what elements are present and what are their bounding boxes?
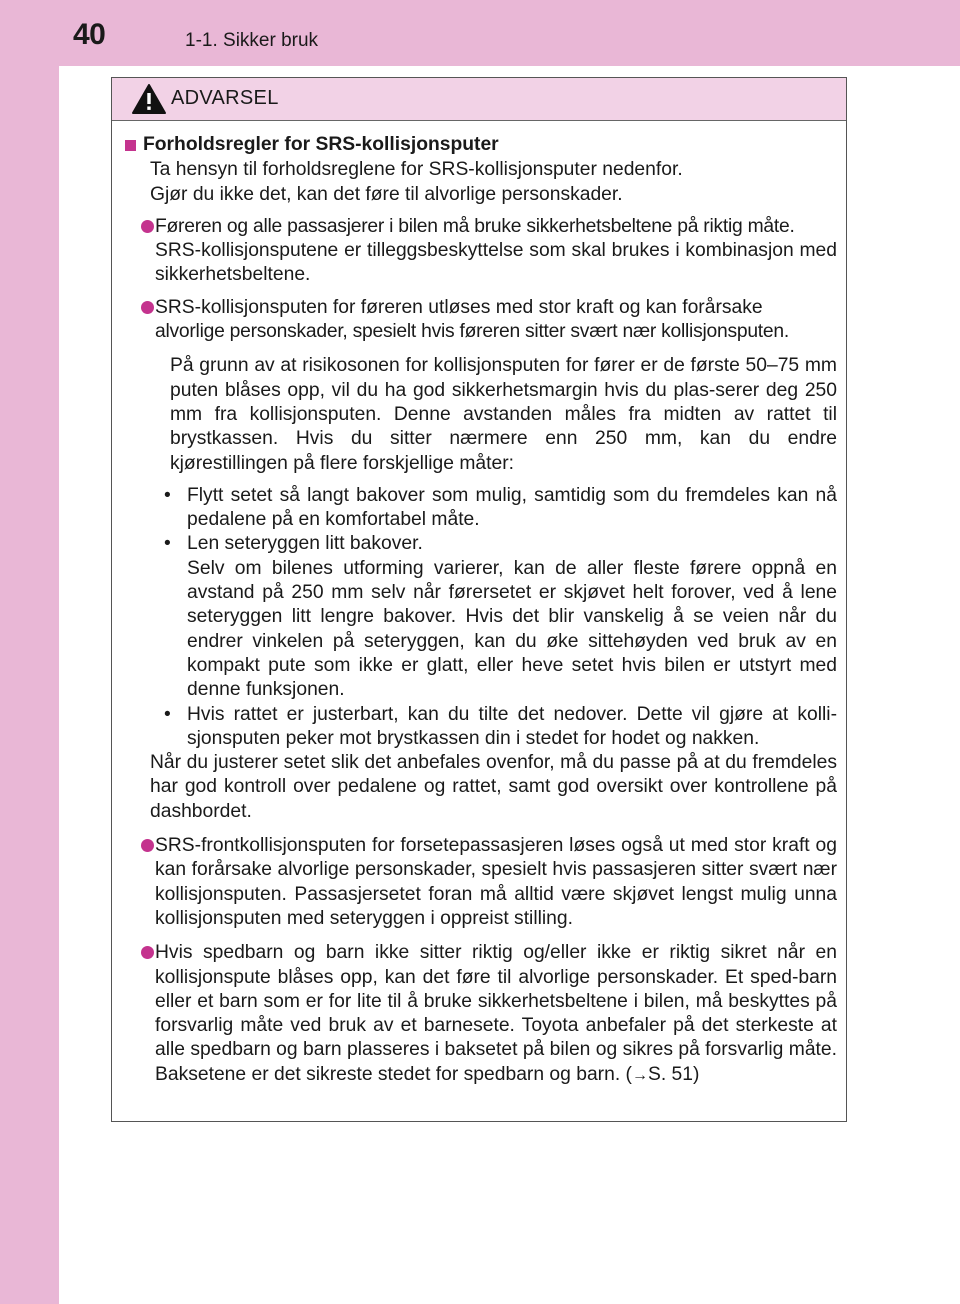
arrow-right-icon: → [631,1066,648,1084]
heading-text: Forholdsregler for SRS-kollisjonsputer [143,134,499,155]
warning-body [112,121,846,1088]
list-item: • Hvis rattet er justerbart, kan du tilte det nedover. Dette vil gjøre at kolli-sjonsputen peker mot brystkassen din i stedet for hodet og nakken. [164,703,837,749]
circle-bullet-icon [141,946,154,959]
warning-triangle-icon [131,83,167,115]
circle-bullet-icon [141,220,154,233]
warning-box [111,77,847,1122]
warning-heading [125,133,837,157]
side-color-band [0,0,59,1304]
bullet-item [125,941,837,1088]
bullet-text: SRS-kollisjonsputen for føreren utløses med stor kraft og kan forårsake [155,296,763,318]
bullet-text: SRS-kollisjonsputene er tilleggsbeskyttelse som skal brukes i kombinasjon med sikkerhetsbeltene. [155,240,837,286]
bullet-item [125,215,837,288]
section-title: 1-1. Sikker bruk [185,30,319,51]
after-paragraph: Når du justerer setet slik det anbefales ovenfor, må du passe på at du fremdeles har god kontroll over pedalene og rattet, samt god oversikt over kontrollene på dashbordet. [150,752,837,822]
bullet-text: Hvis spedbarn og barn ikke sitter riktig og/eller ikke er riktig sikret når en kollisjonspute blåses opp, kan det føre til alvorlige personskader. Et sped-barn eller et barn som er for lite til å bruke sikkerhetsbeltene i bilen, må beskyttes på forsvarlig måte ved bruk av et barnesete. Toyota anbefaler på det sterkeste at alle spedbarn og barn plasseres i baksetet på bilen og sikres på forsvarlig måte. Baksetene er det sikreste stedet for spedbarn og barn. (→S. 51) [155,942,837,1085]
risk-zone-paragraph: På grunn av at risikosonen for kollisjonsputen for fører er de første 50–75 mm puten blåses opp, vil du ha god sikkerhetsmargin hvis du plas-serer deg 250 mm fra kollisjonsputen. Denne avstanden måles fra midten av rattet til brystkassen. Hvis du sitter nærmere enn 250 mm, kan du endre kjørestillingen på flere forskjellige måter: [170,355,837,474]
bullet-item [125,296,837,345]
list-item: • Flytt setet så langt bakover som mulig, samtidig som du fremdeles kan nå pedalene på en komfortabel måte. [164,484,837,531]
bullet-text: alvorlige personskader, spesielt hvis føreren sitter svært nær kollisjonsputen. [155,321,789,343]
adjustment-list [125,484,837,751]
bullet-text: Føreren og alle passasjerer i bilen må bruke sikkerhetsbeltene på riktig måte. [155,215,795,237]
intro-line: Gjør du ikke det, kan det føre til alvorlige personskader. [150,183,623,205]
square-bullet-icon [125,140,136,151]
list-item: • Len seteryggen litt bakover. [164,533,423,555]
warning-label: ADVARSEL [171,87,279,109]
bullet-item [125,834,837,931]
page-reference-link[interactable]: S. 51) [647,1063,700,1085]
page-number: 40 [73,18,106,51]
intro-line: Ta hensyn til forholdsreglene for SRS-kollisjonsputer nedenfor. [150,159,683,181]
circle-bullet-icon [141,301,154,314]
warning-header [112,78,846,121]
list-item-detail: Selv om bilenes utforming varierer, kan de aller fleste førere oppnå en avstand på 250 mm selv når førersetet er skjøvet helt forover, ved å lene seteryggen litt lengre bakover. Hvis det blir vanskelig å se veien når du endrer vinkelen på seteryggen, kan du øke sittehøyden ved bruk av en kompakt pute som ikke er glatt, eller heve setet hvis bilen er utstyrt med denne funksjonen. [187,557,837,701]
circle-bullet-icon [141,839,154,852]
bullet-text: SRS-frontkollisjonsputen for forsetepassasjeren løses også ut med stor kraft og kan forårsake alvorlige personskader, spesielt hvis passasjeren sitter svært nær kollisjonsputen. Passasjersetet foran må alltid være skjøvet lengst mulig unna kollisjonsputen med seteryggen i oppreist stilling. [155,835,837,929]
